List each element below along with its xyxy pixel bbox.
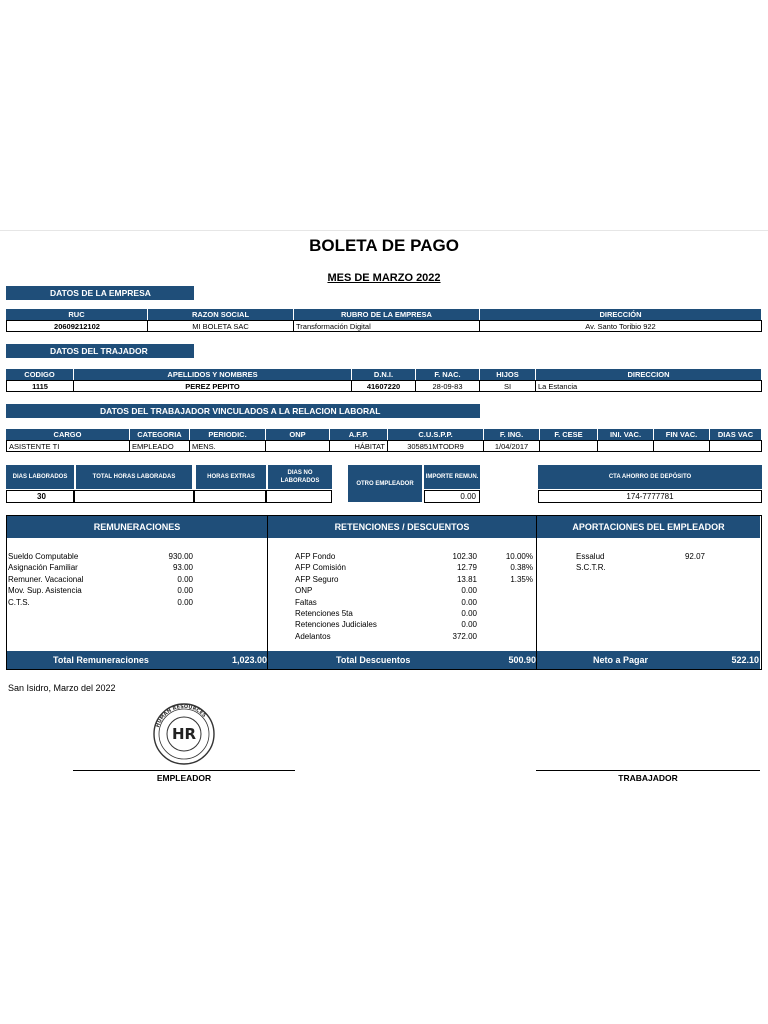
neto-pagar-value: 522.10 [731, 655, 759, 665]
value-codigo: 1115 [6, 380, 74, 392]
retenciones-labels [295, 551, 415, 642]
col-inivac: INI. VAC. [598, 429, 654, 440]
col-afp: A.F.P. [330, 429, 388, 440]
value-rubro: Transformación Digital [294, 320, 480, 332]
value-total-horas [74, 490, 194, 503]
line-label: AFP Fondo [295, 552, 336, 561]
document-title: BOLETA DE PAGO [309, 236, 459, 255]
header-dias-laborados: DIAS LABORADOS [6, 465, 74, 489]
section-laboral: DATOS DEL TRABAJADOR VINCULADOS A LA RELACION LABORAL [6, 404, 480, 418]
section-trabajador: DATOS DEL TRAJADOR [6, 344, 194, 358]
line-label: C.T.S. [8, 597, 30, 607]
col-categoria: CATEGORIA [130, 429, 190, 440]
remuneraciones-labels [8, 551, 136, 608]
retenciones-values [421, 551, 477, 642]
svg-text:HR: HR [171, 725, 197, 743]
empresa-table [6, 309, 762, 332]
line-percent: 10.00% [505, 552, 533, 561]
header-aportaciones: APORTACIONES DEL EMPLEADOR [537, 516, 760, 538]
value-razon-social: MI BOLETA SAC [148, 320, 294, 332]
line-label: S.C.T.R. [576, 563, 606, 573]
signature-label-empleador: EMPLEADOR [156, 773, 212, 783]
col-hijos: HIJOS [480, 369, 536, 380]
remuneraciones-values [137, 551, 193, 608]
payroll-summary [6, 515, 762, 670]
line-label: Adelantos [295, 631, 331, 641]
hr-stamp-seal [146, 699, 222, 765]
col-direccion-trab: DIRECCION [536, 369, 762, 380]
line-value: 0.00 [177, 574, 193, 584]
value-periodic: MENS. [190, 440, 266, 452]
value-dni: 41607220 [352, 380, 416, 392]
line-value: 0.00 [177, 586, 193, 596]
value-cargo: ASISTENTE TI [6, 440, 130, 452]
header-importe-remun: IMPORTE REMUN. [424, 465, 480, 489]
header-otro-empleador: OTRO EMPLEADOR [348, 465, 422, 502]
col-rubro: RUBRO DE LA EMPRESA [294, 309, 480, 320]
header-total-horas: TOTAL HORAS LABORADAS [76, 465, 192, 489]
value-cta-ahorro: 174-7777781 [538, 490, 762, 503]
col-razon-social: RAZON SOCIAL [148, 309, 294, 320]
trabajador-table [6, 369, 762, 392]
line-value: 92.07 [684, 552, 705, 561]
value-fcese [540, 440, 598, 452]
line-label: AFP Comisión [295, 563, 346, 573]
col-ruc: RUC [6, 309, 148, 320]
value-finvac [654, 440, 710, 452]
header-dias-no-laborados: DIAS NO LABORADOS [268, 465, 332, 489]
line-value: 0.00 [461, 597, 477, 607]
value-fnac: 28-09-83 [416, 380, 480, 392]
line-label: AFP Seguro [295, 574, 339, 584]
value-hijos: SI [480, 380, 536, 392]
signature-line-empleador [73, 770, 295, 771]
divider [267, 516, 268, 669]
line-label: Sueldo Computable [8, 552, 79, 561]
line-label: Retenciones 5ta [295, 609, 353, 619]
aportaciones-labels [576, 551, 656, 574]
total-remuneraciones-bar [7, 651, 267, 669]
line-value: 930.00 [168, 552, 193, 561]
col-direccion: DIRECCIÓN [480, 309, 762, 320]
section-empresa: DATOS DE LA EMPRESA [6, 286, 194, 300]
value-direccion-trab: La Estancia [536, 380, 762, 392]
col-dni: D.N.I. [352, 369, 416, 380]
total-remuneraciones-value: 1,023.00 [231, 655, 267, 665]
total-descuentos-value: 500.90 [508, 655, 536, 665]
value-categoria: EMPLEADO [130, 440, 190, 452]
col-onp: ONP [266, 429, 330, 440]
col-apellidos: APELLIDOS Y NOMBRES [74, 369, 352, 380]
line-label: Remuner. Vacacional [8, 574, 84, 584]
line-percent: 0.38% [510, 563, 533, 573]
signature-line-trabajador [536, 770, 760, 771]
line-label: Asignación Familiar [8, 563, 78, 573]
col-diasvac: DIAS VAC [710, 429, 762, 440]
col-fcese: F. CESE [540, 429, 598, 440]
place-date: San Isidro, Marzo del 2022 [8, 683, 116, 693]
line-value: 372.00 [452, 631, 477, 641]
line-label: Faltas [295, 597, 317, 607]
line-value: 102.30 [452, 552, 477, 561]
value-cuspp: 305851MTODR9 [388, 440, 484, 452]
signature-label-trabajador: TRABAJADOR [618, 773, 678, 783]
line-value: 93.00 [172, 563, 193, 573]
total-remuneraciones-label: Total Remuneraciones [53, 655, 149, 665]
line-value: 0.00 [461, 586, 477, 596]
document-subtitle: MES DE MARZO 2022 [327, 272, 441, 284]
value-inivac [598, 440, 654, 452]
divider [536, 516, 537, 669]
value-horas-extras [194, 490, 266, 503]
col-fnac: F. NAC. [416, 369, 480, 380]
value-onp [266, 440, 330, 452]
header-horas-extras: HORAS EXTRAS [196, 465, 266, 489]
line-value: 12.79 [456, 563, 477, 573]
value-dias-no-laborados [266, 490, 332, 503]
col-cargo: CARGO [6, 429, 130, 440]
col-codigo: CODIGO [6, 369, 74, 380]
header-remuneraciones: REMUNERACIONES [7, 516, 267, 538]
line-value: 0.00 [177, 597, 193, 607]
retenciones-percentages [487, 551, 533, 585]
aportaciones-values [657, 551, 705, 562]
col-cuspp: C.U.S.P.P. [388, 429, 484, 440]
line-label: Essalud [576, 552, 605, 561]
col-periodic: PERIODIC. [190, 429, 266, 440]
value-fing: 1/04/2017 [484, 440, 540, 452]
neto-pagar-label: Neto a Pagar [593, 655, 649, 665]
svg-text:HUMAN RESOURCES: HUMAN RESOURCES [154, 703, 207, 729]
header-cta-ahorro: CTA AHORRO DE DEPÓSITO [538, 465, 762, 489]
total-descuentos-bar [268, 651, 536, 669]
value-afp: HÁBITAT [330, 440, 388, 452]
line-label: Retenciones Judiciales [295, 620, 377, 630]
col-fing: F. ING. [484, 429, 540, 440]
line-label: ONP [295, 586, 313, 596]
value-diasvac [710, 440, 762, 452]
line-percent: 1.35% [510, 574, 533, 584]
total-descuentos-label: Total Descuentos [336, 655, 411, 665]
line-value: 0.00 [461, 609, 477, 619]
value-dias-laborados: 30 [6, 490, 74, 503]
line-label: Mov. Sup. Asistencia [8, 586, 82, 596]
value-ruc: 20609212102 [6, 320, 148, 332]
line-value: 13.81 [456, 574, 477, 584]
neto-pagar-bar [537, 651, 760, 669]
value-importe-remun: 0.00 [424, 490, 480, 503]
header-retenciones: RETENCIONES / DESCUENTOS [268, 516, 536, 538]
line-value: 0.00 [461, 620, 477, 630]
top-divider [0, 230, 768, 231]
laboral-table [6, 429, 762, 452]
col-finvac: FIN VAC. [654, 429, 710, 440]
value-direccion: Av. Santo Toribio 922 [480, 320, 762, 332]
value-nombre: PEREZ PEPITO [74, 380, 352, 392]
